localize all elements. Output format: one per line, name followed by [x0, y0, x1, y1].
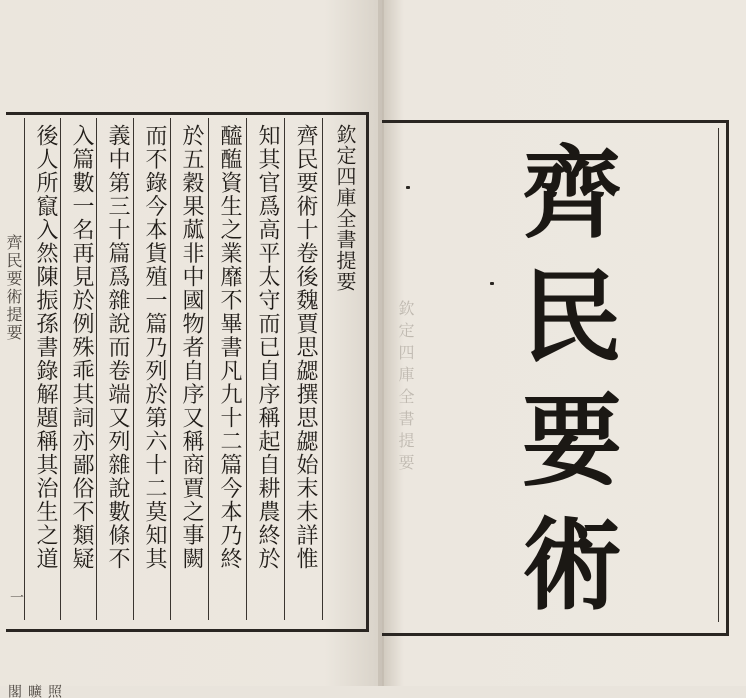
- column-rule: [322, 118, 323, 620]
- text-column-8: 後人所竄入然陳振孫書錄解題稱其治生之道: [33, 124, 58, 571]
- text-column-1: 齊民要術十卷後魏賈思勰撰思勰始末未詳惟: [293, 124, 318, 571]
- text-column-7: 入篇數一名再見於例殊乖其詞亦鄙俗不類疑: [69, 124, 94, 571]
- bleed-through-text: 欽定四庫全書提要: [396, 300, 415, 476]
- text-column-5: 而不錄今本貨殖一篇乃列於第六十二莫知其: [142, 124, 167, 571]
- column-rule: [24, 118, 25, 620]
- column-rule: [96, 118, 97, 620]
- fold-edge-page-number: 一: [8, 590, 24, 604]
- column-rule: [60, 118, 61, 620]
- ink-speck: [406, 186, 410, 189]
- column-rule: [170, 118, 171, 620]
- text-column-2: 知其官爲高平太守而已自序稱起自耕農終於: [255, 124, 280, 571]
- fold-edge-title: 齊民要術提要: [4, 234, 23, 342]
- column-rule: [208, 118, 209, 620]
- column-rule: [246, 118, 247, 620]
- text-heading: 欽定四庫全書提要: [333, 124, 357, 292]
- column-rule: [133, 118, 134, 620]
- text-column-6: 義中第三十篇爲雜說而卷端又列雜說數條不: [105, 124, 130, 571]
- fold-edge-press: 照曠閣: [6, 684, 62, 698]
- text-column-3: 醯醢資生之業靡不畢書凡九十二篇今本乃終: [217, 124, 242, 571]
- text-column-4: 於五穀果蓏非中國物者自序又稱商賈之事闕: [179, 124, 204, 571]
- column-rule: [284, 118, 285, 620]
- ink-speck: [490, 282, 494, 285]
- book-title: 齊民要術: [505, 140, 623, 636]
